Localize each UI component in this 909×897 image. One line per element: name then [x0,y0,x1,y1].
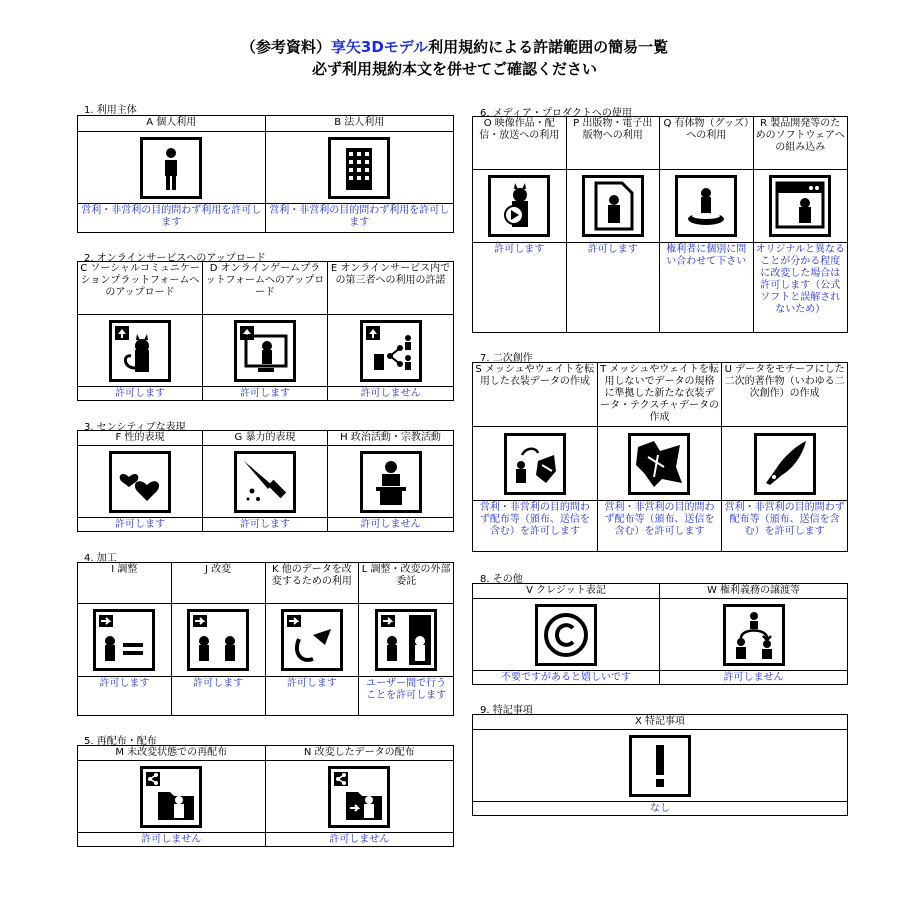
item-o [473,117,567,332]
section-7-table [472,362,848,552]
item-label: P 出版物・電子出版物への利用 [567,117,660,170]
costume-mesh-icon [504,433,566,495]
item-n [266,746,454,846]
item-label: R 製品開発等のためのソフトウェアへの組み込み [754,117,848,170]
item-label: D オンラインゲームプラットフォームへのアップロード [203,262,327,315]
item-label: N 改変したデータの配布 [266,746,454,761]
upload-social-icon [109,320,171,382]
item-status: 許可します [193,678,244,689]
item-g [203,431,328,531]
section-9-table [472,714,848,816]
item-status: オリジナルと異なることが分かる程度に改変した場合は許可します（公式ソフトと誤解されないため） [755,244,845,315]
section-6-title: 6. メディア・プロダクトへの使用 [480,108,632,119]
share-third-party-icon [360,320,422,382]
item-label: E オンラインサービス内での第三者への利用の許諾 [328,262,453,315]
exclamation-icon [629,735,691,797]
section-1-title: 1. 利用主体 [84,105,137,116]
title-prefix: （参考資料） [240,38,331,56]
item-status: 許可します [494,244,545,255]
item-status: 許可しません [329,834,390,845]
section-1-table [77,115,454,233]
item-j [172,563,266,715]
item-label: C ソーシャルコミュニケーションプラットフォームへのアップロード [78,262,202,315]
building-icon [328,137,390,199]
transfer-icon [723,604,785,666]
adjust-icon [93,609,155,671]
reuse-data-icon [281,609,343,671]
item-a [78,116,266,232]
item-label: L 調整・改変の外部委託 [359,563,453,604]
item-w [660,584,847,684]
item-label: M 未改変状態での再配布 [78,746,265,761]
publication-icon [582,175,644,237]
item-label: X 特記事項 [473,715,847,730]
item-x [473,715,847,815]
knife-icon [234,451,296,513]
section-3-title: 3. センシティブな表現 [84,422,186,433]
item-status: 許可します [286,678,337,689]
item-label: B 法人利用 [266,116,454,132]
item-d [203,262,328,400]
outsource-icon [375,609,437,671]
pen-nib-icon [754,433,816,495]
item-status: なし [650,803,670,814]
section-6-table [472,116,848,333]
item-label: H 政治活動・宗教活動 [328,431,453,446]
video-icon [488,175,550,237]
item-status: 許可します [240,519,290,530]
item-status: 許可します [115,388,165,399]
item-label: K 他のデータを改変するための利用 [266,563,359,604]
item-label: S メッシュやウェイトを転用した衣装データの作成 [473,363,597,427]
item-s [473,363,598,551]
page-title [0,36,909,57]
podium-icon [360,451,422,513]
item-q [660,117,754,332]
section-9-title: 9. 特記事項 [480,705,533,716]
item-b [266,116,454,232]
item-status: 許可します [240,388,290,399]
section-2-table [77,261,454,401]
item-status: 営利・非営利の目的問わず配布等（頒布、送信を含む）を許可します [724,502,845,537]
item-status: 営利・非営利の目的問わず利用を許可します [81,205,262,228]
item-label: G 暴力的表現 [203,431,327,446]
item-label: F 性的表現 [78,431,202,446]
item-status: ユーザー間で行うことを許可します [366,678,447,701]
item-label: T メッシュやウェイトを転用しないでデータの規格に準拠した新たな衣装データ・テクスチャデータの作成 [598,363,722,427]
item-p [567,117,661,332]
section-7-title: 7. 二次創作 [480,353,533,364]
item-status: 許可します [587,244,638,255]
item-f [78,431,203,531]
item-status: 営利・非営利の目的問わず配布等（頒布、送信を含む）を許可します [479,502,590,537]
item-label: O 映像作品・配信・放送への利用 [473,117,566,170]
upload-game-icon [234,320,296,382]
distribute-modified-icon [328,766,390,828]
section-4-table [77,562,454,716]
item-status: 許可しません [141,834,202,845]
modify-icon [187,609,249,671]
item-label: V クレジット表記 [473,584,659,599]
item-i [78,563,172,715]
item-status: 営利・非営利の目的問わず利用を許可します [269,205,450,228]
item-k [266,563,360,715]
section-8-title: 8. その他 [480,574,523,585]
item-label: W 権利義務の譲渡等 [660,584,847,599]
section-8-table [472,583,848,685]
redistribute-icon [140,766,202,828]
item-l [359,563,453,715]
item-u [722,363,847,551]
goods-icon [675,175,737,237]
item-t [598,363,723,551]
copyright-icon [535,604,597,666]
section-3-table [77,430,454,532]
item-status: 許可しません [360,519,421,530]
page-subtitle: 必ず利用規約本文を併せてご確認ください [311,60,597,78]
software-icon [769,175,831,237]
item-m [78,746,266,846]
item-v [473,584,660,684]
item-status: 営利・非営利の目的問わず配布等（頒布、送信を含む）を許可します [604,502,715,537]
section-5-title: 5. 再配布・配布 [84,736,157,747]
item-label: A 個人利用 [78,116,265,132]
item-label: Q 有体物（グッズ）への利用 [660,117,753,170]
item-status: 不要ですがあると嬉しいです [501,672,631,683]
item-status: 権利者に個別に問い合わせて下さい [666,244,747,267]
item-r [754,117,848,332]
item-label: I 調整 [78,563,171,604]
section-4-title: 4. 加工 [84,553,117,564]
item-label: U データをモチーフにした二次的著作物（いわゆる二次創作）の作成 [722,363,847,427]
item-h [328,431,453,531]
item-status: 許可しません [360,388,421,399]
section-5-table [77,745,454,847]
item-status: 許可します [99,678,150,689]
section-2-title: 2. オンラインサービスへのアップロード [84,253,266,264]
item-label: J 改変 [172,563,265,604]
item-status: 許可します [115,519,165,530]
new-costume-icon [628,433,690,495]
hearts-icon [109,451,171,513]
item-c [78,262,203,400]
title-highlight: 享矢3Dモデル [330,38,429,56]
item-e [328,262,453,400]
title-suffix: 利用規約による許諾範囲の簡易一覧 [428,38,669,56]
person-icon [140,137,202,199]
item-status: 許可しません [723,672,784,683]
